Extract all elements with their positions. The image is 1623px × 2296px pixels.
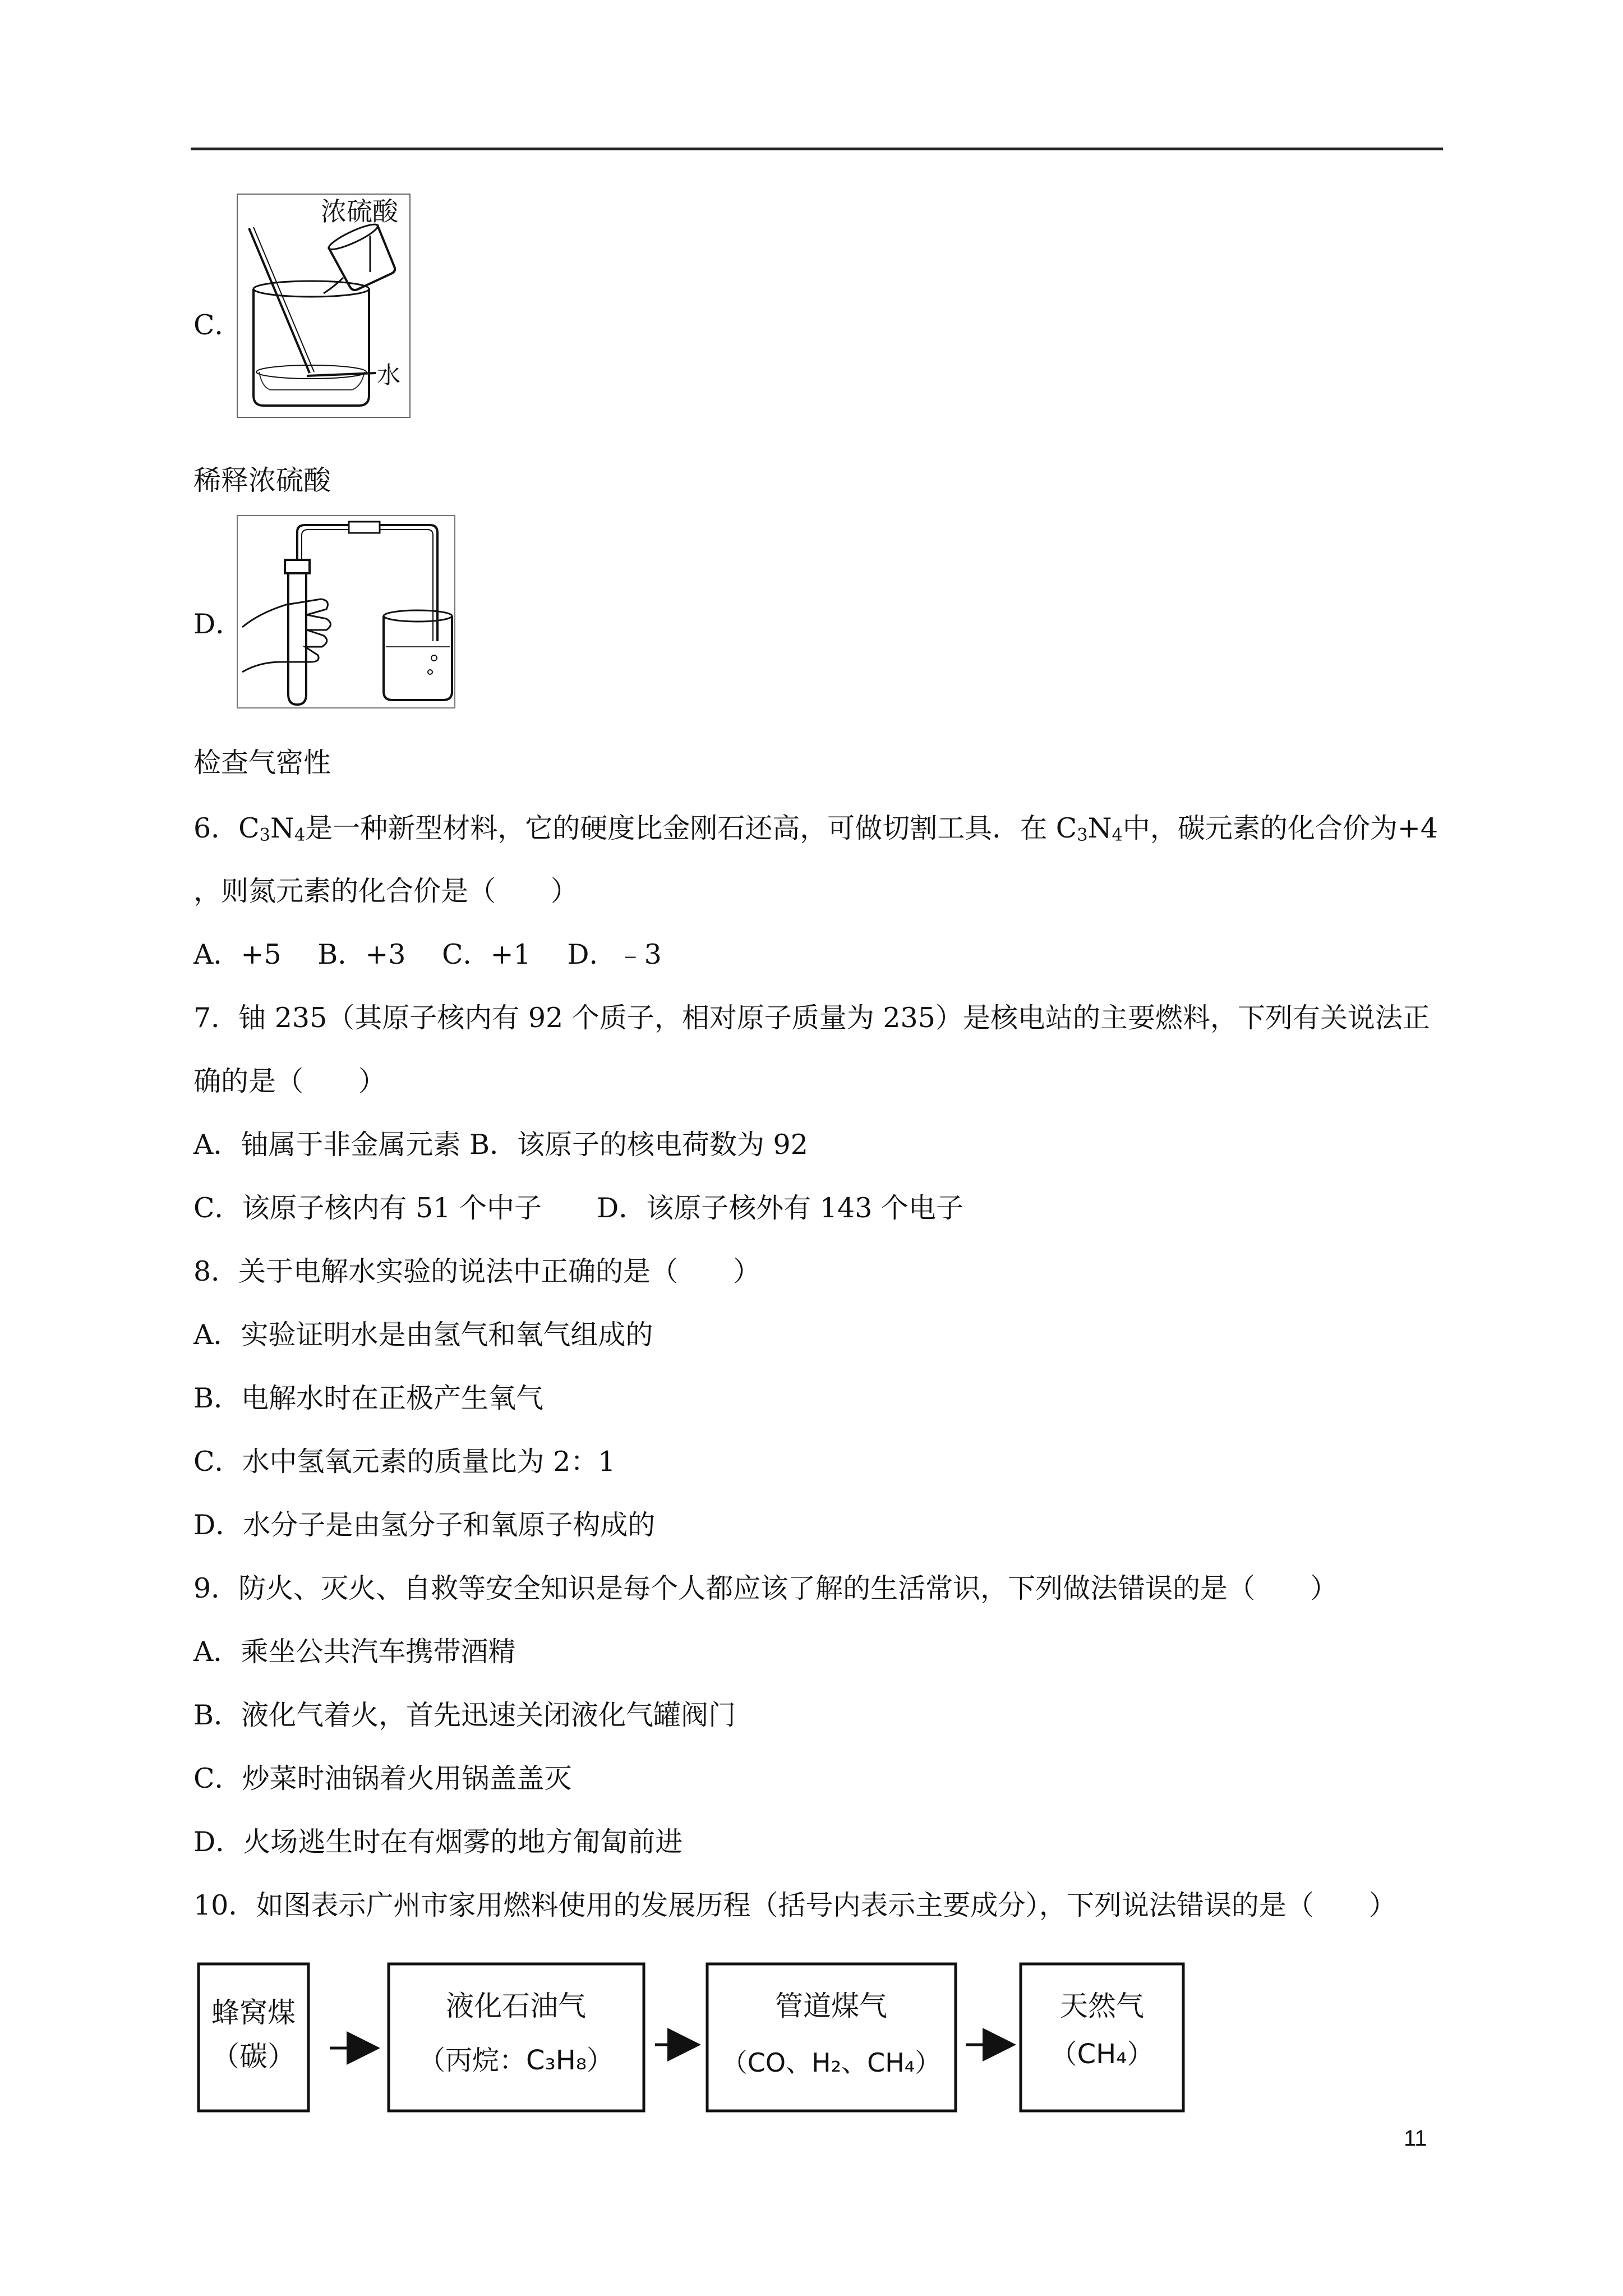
flow-box-lpg xyxy=(389,1964,644,2111)
flow-component: （丙烷：C₃H₈） xyxy=(418,2045,614,2076)
flow-name: 液化石油气 xyxy=(446,1990,586,2022)
option-d-letter: D． xyxy=(193,608,243,640)
q9-stem: 9．防火、灭火、自救等安全知识是每个人都应该了解的生活常识，下列做法错误的是（ ） xyxy=(193,1572,1338,1604)
option-c-caption: 稀释浓硫酸 xyxy=(193,464,331,496)
airtightness-figure xyxy=(237,515,455,708)
q7-stem-line2: 确的是（ ） xyxy=(193,1065,386,1097)
flow-name: 天然气 xyxy=(1060,1990,1144,2022)
flow-component: （CO、H₂、CH₄） xyxy=(721,2047,941,2078)
q7-stem-line1: 7．铀 235（其原子核内有 92 个质子，相对原子质量为 235）是核电站的主要燃料，下列有关说法正 xyxy=(193,1002,1430,1034)
q8-option-b: B．电解水时在正极产生氧气 xyxy=(193,1382,544,1414)
q9-option-a: A．乘坐公共汽车携带酒精 xyxy=(193,1636,516,1668)
q6-stem-line2: ，则氮元素的化合价是（ ） xyxy=(193,875,579,907)
flow-component: （CH₄） xyxy=(1050,2039,1154,2070)
dilute-acid-figure xyxy=(237,194,411,418)
option-d-caption: 检查气密性 xyxy=(193,747,331,779)
q10-stem: 10．如图表示广州市家用燃料使用的发展历程（括号内表示主要成分），下列说法错误的是（ ） xyxy=(193,1889,1396,1921)
flow-name: 蜂窝煤 xyxy=(211,1996,296,2029)
q9-option-b: B．液化气着火，首先迅速关闭液化气罐阀门 xyxy=(193,1699,736,1731)
q8-option-d: D．水分子是由氢分子和氧原子构成的 xyxy=(193,1509,656,1541)
flow-box-honeycomb-coal xyxy=(199,1964,308,2111)
flow-component: （碳） xyxy=(211,2040,296,2073)
flow-box-pipeline-gas xyxy=(707,1964,956,2111)
q6-stem-line1: 6．$C_3N_4$是一种新型材料，它的硬度比金刚石还高，可做切割工具．在 $C_3N_4$中，碳元素的化合价为+4 xyxy=(193,812,1438,845)
q9-option-c: C．炒菜时油锅着火用锅盖盖灭 xyxy=(193,1763,572,1795)
water-label: 水 xyxy=(377,361,401,389)
page-number: 11 xyxy=(1404,2126,1427,2151)
q8-option-c: C．水中氢氧元素的质量比为 2：1 xyxy=(193,1446,616,1478)
acid-label: 浓硫酸 xyxy=(321,196,398,227)
q7-options-cd: C．该原子核内有 51 个中子 D．该原子核外有 143 个电子 xyxy=(193,1192,963,1224)
q8-option-a: A．实验证明水是由氢气和氧气组成的 xyxy=(193,1319,653,1351)
flow-name: 管道煤气 xyxy=(775,1990,887,2022)
q7-options-ab: A．铀属于非金属元素 B．该原子的核电荷数为 92 xyxy=(193,1129,808,1161)
fuel-history-flowchart xyxy=(196,1959,1189,2116)
q9-option-d: D．火场逃生时在有烟雾的地方匍匐前进 xyxy=(193,1826,683,1858)
header-rule xyxy=(191,148,1443,150)
q8-stem: 8．关于电解水实验的说法中正确的是（ ） xyxy=(193,1255,761,1287)
q6-options: A．+5 B．+3 C．+1 D．﹣3 xyxy=(193,938,662,970)
flow-box-natural-gas xyxy=(1021,1964,1183,2111)
option-c-letter: C． xyxy=(193,309,242,341)
